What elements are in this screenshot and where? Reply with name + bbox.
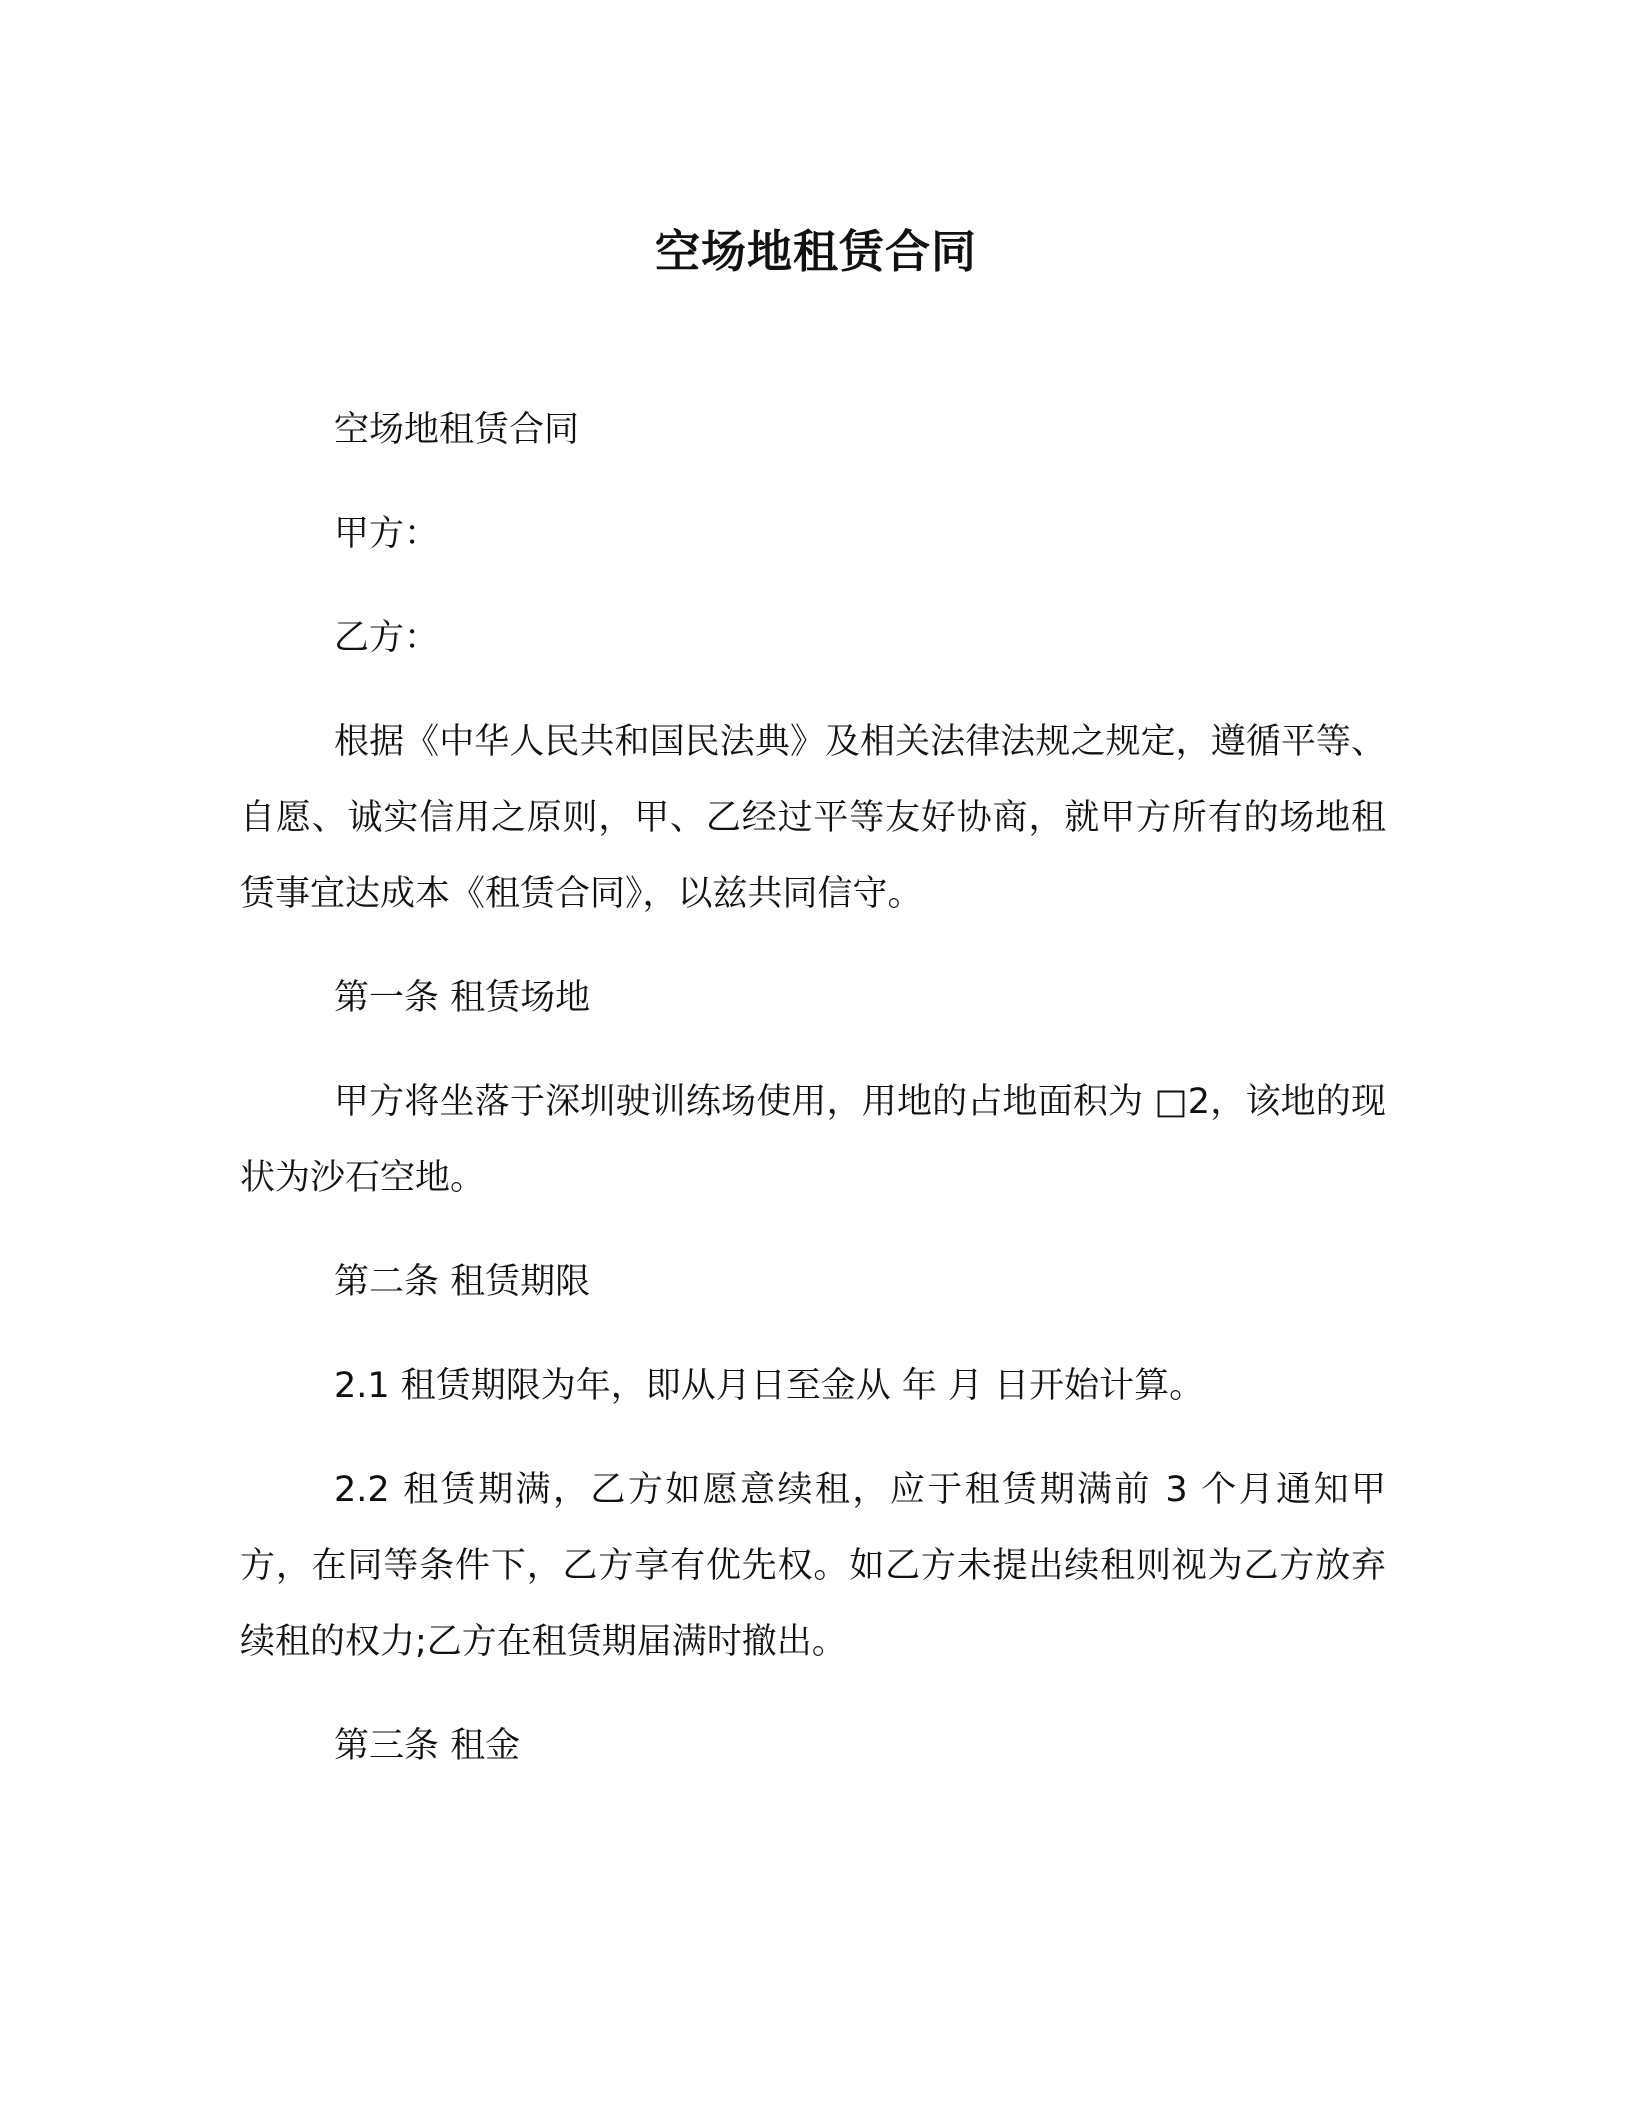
party-b-line: 乙方： <box>334 618 440 658</box>
article-2-heading: 第二条 租赁期限 <box>334 1262 591 1302</box>
document-body <box>240 392 1386 1812</box>
clause-2-2: 2.2 租赁期满，乙方如愿意续租，应于租赁期满前 3 个月通知甲方，在同等条件下，乙方享有优先权。如乙方未提出续租则视为乙方放弃续租的权力;乙方在租赁期届满时撤出。 <box>240 1470 1386 1662</box>
preamble-paragraph: 根据《中华人民共和国民法典》及相关法律法规之规定，遵循平等、自愿、诚实信用之原则，甲、乙经过平等友好协商，就甲方所有的场地租赁事宜达成本《租赁合同》，以兹共同信守。 <box>240 722 1386 914</box>
article-3-heading: 第三条 租金 <box>334 1726 521 1766</box>
article-1-heading: 第一条 租赁场地 <box>334 978 591 1018</box>
party-a-line: 甲方： <box>334 514 440 554</box>
clause-2-1: 2.1 租赁期限为年，即从月日至金从 年 月 日开始计算。 <box>334 1366 1205 1406</box>
article-1-body: 甲方将坐落于深圳驶训练场使用，用地的占地面积为 □2，该地的现状为沙石空地。 <box>240 1082 1386 1198</box>
document-title: 空场地租赁合同 <box>654 225 977 278</box>
contract-heading: 空场地租赁合同 <box>334 410 580 450</box>
